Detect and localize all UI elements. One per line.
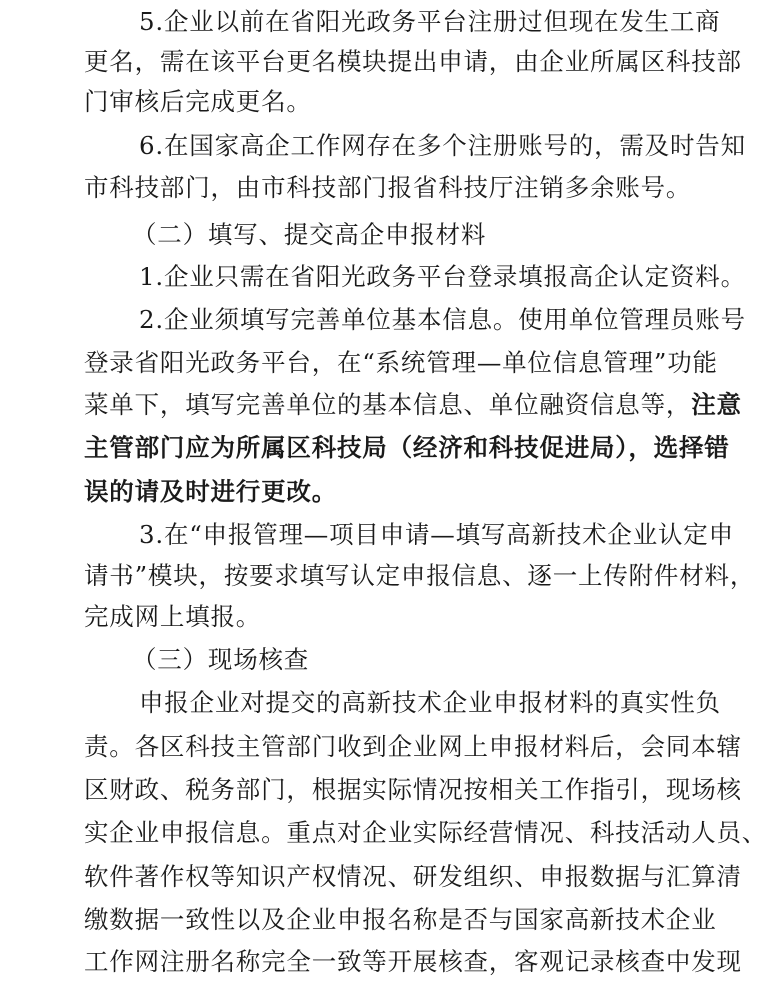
text-line: 请书”模块，按要求填写认定申报信息、逐一上传附件材料， (84, 561, 756, 590)
text-line: 3.在“申报管理—项目申请—填写高新技术企业认定申 (139, 520, 734, 549)
text-line: 完成网上填报。 (84, 602, 262, 631)
text-line: 2.企业须填写完善单位基本信息。使用单位管理员账号 (139, 305, 746, 334)
section-heading: （三）现场核查 (132, 645, 310, 674)
text-line: 5.企业以前在省阳光政务平台注册过但现在发生工商 (139, 7, 721, 36)
text-line: 市科技部门，由市科技部门报省科技厅注销多余账号。 (84, 173, 692, 202)
text-segment: 菜单下，填写完善单位的基本信息、单位融资信息等， (84, 390, 692, 419)
text-line: 1.企业只需在省阳光政务平台登录填报高企认定资料。 (139, 262, 746, 291)
text-line: 工作网注册名称完全一致等开展核查，客观记录核查中发现 (84, 947, 742, 976)
text-line: 登录省阳光政务平台，在“系统管理—单位信息管理”功能 (84, 348, 718, 377)
text-line: 责。各区科技主管部门收到企业网上申报材料后，会同本辖 (84, 732, 742, 761)
text-line: 更名，需在该平台更名模块提出申请，由企业所属区科技部 (84, 47, 742, 76)
emphasis-line: 主管部门应为所属区科技局（经济和科技促进局），选择错 (84, 433, 730, 462)
text-line: 实企业申报信息。重点对企业实际经营情况、科技活动人员、 (84, 818, 768, 847)
text-line: 6.在国家高企工作网存在多个注册账号的，需及时告知 (139, 131, 746, 160)
text-line: 申报企业对提交的高新技术企业申报材料的真实性负 (139, 688, 721, 717)
text-line: 缴数据一致性以及企业申报名称是否与国家高新技术企业 (84, 905, 717, 934)
emphasis-line: 误的请及时进行更改。 (84, 477, 337, 506)
text-line: 区财政、税务部门，根据实际情况按相关工作指引，现场核 (84, 775, 742, 804)
section-heading: （二）填写、提交高企申报材料 (132, 220, 487, 249)
text-line: 门审核后完成更名。 (84, 87, 312, 116)
text-line: 软件著作权等知识产权情况、研发组织、申报数据与汇算清 (84, 862, 742, 891)
emphasis-text: 注意 (691, 390, 742, 419)
text-line (84, 385, 768, 425)
